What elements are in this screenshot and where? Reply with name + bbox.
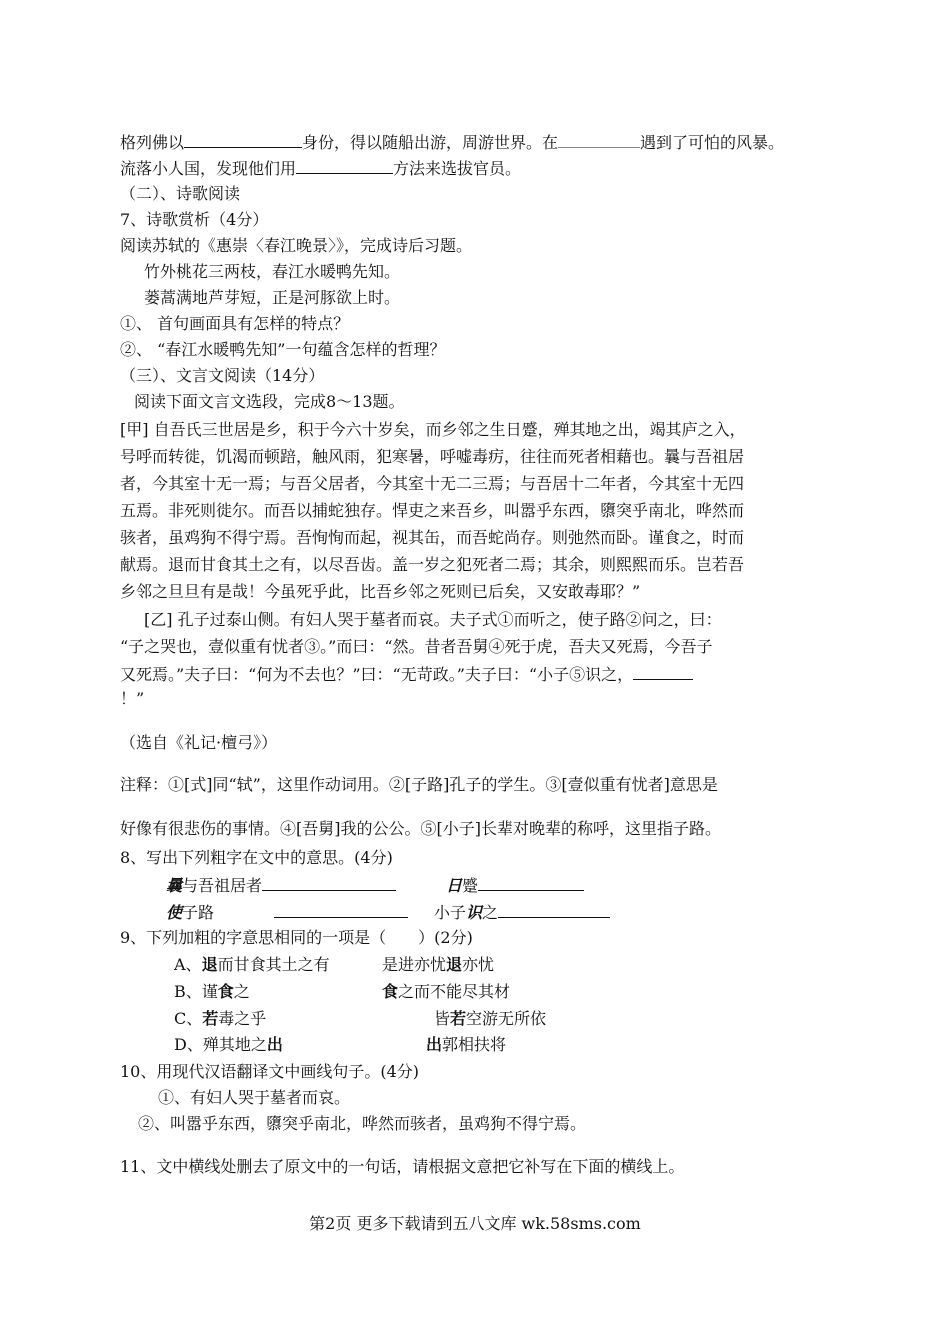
option-d-compare: 出郭相扶将 xyxy=(426,1035,507,1054)
passage-yi-line: ！” xyxy=(120,689,145,708)
option-b: B、谨食之 xyxy=(174,982,250,1001)
answer-blank xyxy=(633,663,693,680)
answer-blank xyxy=(478,874,584,891)
answer-blank xyxy=(558,131,640,148)
question-title: 10、用现代汉语翻译文中画线句子。(4分) xyxy=(120,1062,420,1081)
annotation-line: 好像有很悲伤的事情。④[吾舅]我的公公。⑤[小子]长辈对晚辈的称呼，这里指子路。 xyxy=(120,819,721,838)
passage-jia-line: 五焉。非死则徙尔。而吾以捕蛇独存。悍吏之来吾乡，叫嚣乎东西，隳突乎南北，哗然而 xyxy=(120,501,745,520)
option-c: C、若毒之乎 xyxy=(174,1009,267,1028)
sub-question: ①、 首句画面具有怎样的特点？ xyxy=(120,314,350,333)
source-citation: （选自《礼记·檀弓》） xyxy=(120,733,278,752)
answer-blank xyxy=(262,874,396,891)
question-line: 流落小人国，发现他们用 方法来选拔官员。 xyxy=(120,159,522,178)
answer-blank xyxy=(274,901,408,918)
passage-yi-line: “子之哭也，壹似重有忧者③。”而曰：“然。昔者吾舅④死于虎，吾夫又死焉，今吾子 xyxy=(120,637,713,656)
sub-question: ①、有妇人哭于墓者而哀。 xyxy=(158,1088,351,1107)
passage-jia-line: [甲] 自吾氏三世居是乡，积于今六十岁矣，而乡邻之生日蹙，殚其地之出，竭其庐之入， xyxy=(120,420,746,439)
passage-jia-line: 献焉。退而甘食其土之有，以尽吾齿。盖一岁之犯死者二焉；其余，则熙熙而乐。岂若吾 xyxy=(120,555,745,574)
option-a: A、退而甘食其土之有 xyxy=(174,955,330,974)
passage-jia-line: 者，今其室十无一焉；与吾父居者，今其室十无二三焉；与吾居十二年者，今其室十无四 xyxy=(120,474,745,493)
annotation-line: 注释：①[式]同“轼”，这里作动词用。②[子路]孔子的学生。③[壹似重有忧者]意思是 xyxy=(120,775,718,794)
question-title: 11、文中横线处删去了原文中的一句话，请根据文意把它补写在下面的横线上。 xyxy=(120,1157,685,1176)
vocab-item: 曩与吾祖居者 xyxy=(166,874,886,897)
vocab-item: 小子识之 xyxy=(434,901,950,924)
question-intro: 阅读苏轼的《惠崇〈春江晚景〉》，完成诗后习题。 xyxy=(120,236,473,255)
poem-line: 蒌蒿满地芦芽短，正是河豚欲上时。 xyxy=(144,288,401,307)
vocab-item: 日蹙 xyxy=(446,874,950,897)
answer-blank xyxy=(296,157,393,174)
sub-question: ②、 “春江水暖鸭先知”一句蕴含怎样的哲理？ xyxy=(120,340,446,359)
question-title: 7、诗歌赏析（4分） xyxy=(120,210,269,229)
option-d: D、殚其地之出 xyxy=(174,1035,283,1054)
section-heading: （三）、文言文阅读（14分） xyxy=(120,366,325,385)
passage-jia-line: 号呼而转徙，饥渴而顿踣，触风雨，犯寒暑，呼嘘毒疠，往往而死者相藉也。曩与吾祖居 xyxy=(120,447,745,466)
passage-jia-line: 乡邻之旦旦有是哉！今虽死乎此，比吾乡邻之死则已后矣，又安敢毒耶？” xyxy=(120,582,641,601)
option-c-compare: 皆若空游无所依 xyxy=(434,1009,547,1028)
question-title: 9、下列加粗的字意思相同的一项是（ ）(2分) xyxy=(120,928,473,947)
vocab-item: 使子路 xyxy=(166,901,886,924)
question-line: 格列佛以 身份，得以随船出游，周游世界。在 遇到了可怕的风暴。 xyxy=(120,133,785,152)
passage-yi-line: [乙] 孔子过泰山侧。有妇人哭于墓者而哀。夫子式①而听之，使子路②问之，曰： xyxy=(144,610,722,629)
answer-blank xyxy=(498,901,610,918)
section-intro: 阅读下面文言文选段，完成8～13题。 xyxy=(134,392,405,411)
question-title: 8、写出下列粗字在文中的意思。(4分) xyxy=(120,848,393,867)
section-heading: （二）、诗歌阅读 xyxy=(120,184,241,203)
sub-question: ②、叫嚣乎东西，隳突乎南北，哗然而骇者，虽鸡狗不得宁焉。 xyxy=(138,1114,587,1133)
option-a-compare: 是进亦忧退亦忧 xyxy=(382,955,495,974)
answer-blank xyxy=(184,131,302,148)
passage-jia-line: 骇者，虽鸡狗不得宁焉。吾恂恂而起，视其缶，而吾蛇尚存。则弛然而卧。谨食之，时而 xyxy=(120,528,745,547)
passage-yi-line: 又死焉。”夫子曰：“何为不去也？”曰：“无苛政。”夫子曰：“小子⑤识之， xyxy=(120,663,840,686)
page-footer: 第2页 更多下载请到五八文库 wk.58sms.com xyxy=(309,1214,641,1233)
poem-line: 竹外桃花三两枝，春江水暖鸭先知。 xyxy=(144,262,401,281)
option-b-compare: 食之而不能尽其材 xyxy=(382,982,511,1001)
